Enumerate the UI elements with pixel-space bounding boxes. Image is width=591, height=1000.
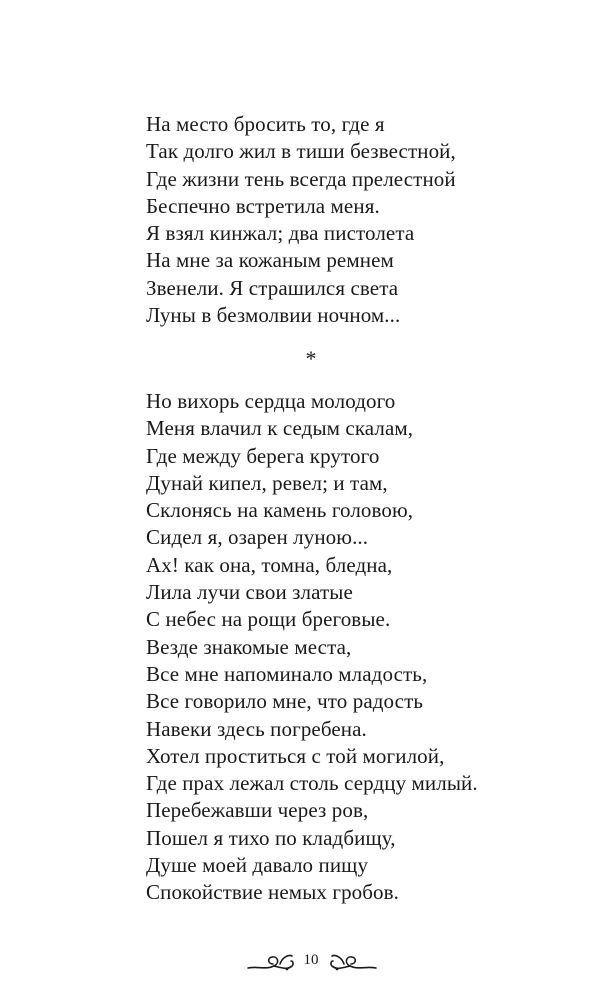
poem-line: Перебежавши через ров,: [146, 798, 369, 823]
poem-line: Я взял кинжал; два пистолета: [146, 221, 415, 246]
poem-line: Навеки здесь погребена.: [146, 716, 367, 741]
poem-line: На место бросить то, где я: [146, 112, 385, 136]
poem-line: Звенели. Я страшился света: [146, 275, 399, 300]
poem-line: Дунай кипел, ревел; и там,: [146, 470, 388, 495]
poem-line: С небес на рощи бреговые.: [146, 607, 391, 632]
poem-line: Душе моей давало пищу: [146, 853, 369, 878]
poem-line: Меня влачил к седым скалам,: [146, 416, 414, 441]
page-number: 10: [303, 952, 319, 968]
poem-line: Где между берега крутого: [146, 443, 380, 468]
poem-line: Везде знакомые места,: [146, 634, 352, 659]
poem-line: Беспечно встретила меня.: [146, 193, 380, 218]
poem-line: Сидел я, озарен луною...: [146, 525, 369, 550]
stanza-1: [146, 111, 456, 329]
poem-line: На мне за кожаным ремнем: [146, 248, 394, 273]
poem-line: Так долго жил в тиши безвестной,: [146, 139, 456, 164]
poem-line: Где жизни тень всегда прелестной: [146, 166, 456, 191]
stanza-separator: *: [305, 346, 317, 371]
poem-line: Склонясь на камень головою,: [146, 498, 414, 523]
poem-line: Но вихорь сердца молодого: [146, 389, 396, 413]
poem-line: Спокойствие немых гробов.: [146, 880, 400, 905]
stanza-2: [146, 388, 478, 907]
poem-line: Ах! как она, томна, бледна,: [146, 552, 393, 577]
poem-line: Лила лучи свои златые: [146, 580, 353, 605]
poem-line: Все говорило мне, что радость: [146, 689, 424, 714]
poem-line: Все мне напоминало младость,: [146, 661, 428, 686]
poem-line: Где прах лежал столь сердцу милый.: [146, 771, 478, 796]
poem-line: Луны в безмолвии ночном...: [146, 303, 401, 328]
poem-line: Хотел проститься с той могилой,: [146, 743, 445, 768]
poem-line: Пошел я тихо по кладбищу,: [146, 825, 396, 850]
